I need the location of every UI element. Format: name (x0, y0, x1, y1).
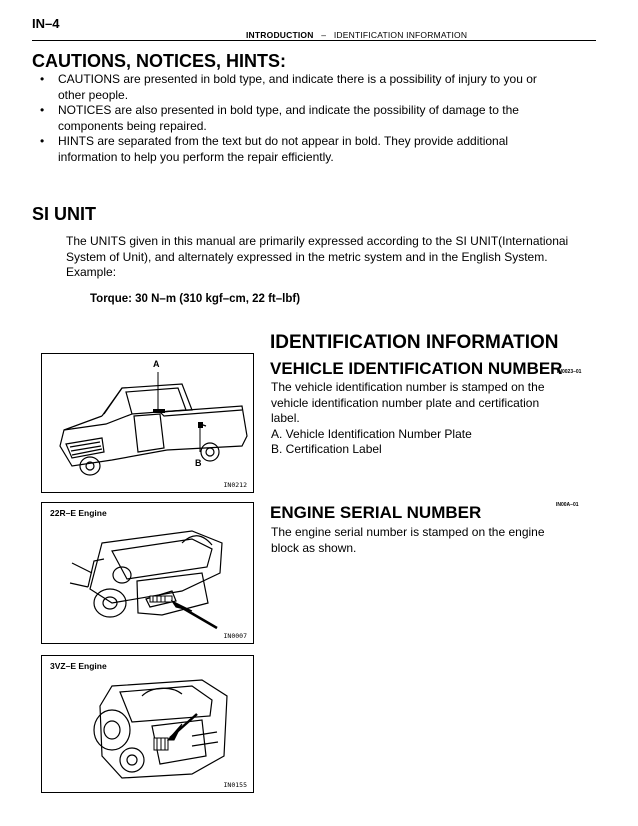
vin-body (271, 380, 571, 458)
engine-3vz-illustration (42, 656, 253, 792)
running-header (246, 30, 467, 40)
figure-code: IN0212 (223, 481, 247, 489)
header-section: INTRODUCTION (246, 30, 314, 40)
engine-serial-text: The engine serial number is stamped on the engine block as shown. (271, 525, 545, 555)
certification-label-marker (198, 422, 203, 428)
vin-code: IN0023–01 (557, 369, 582, 375)
si-unit-title: SI UNIT (32, 204, 97, 224)
bullet-text: CAUTIONS are presented in bold type, and indicate there is a possibility of injury to you or other people. (58, 72, 537, 102)
cautions-list (40, 72, 560, 165)
si-unit-text: The UNITS given in this manual are primarily expressed according to the SI UNIT(Internationai System of Unit), and alternately expressed in the metric system and in the English System. (66, 234, 569, 264)
engine-serial-title: ENGINE SERIAL NUMBER (270, 503, 482, 522)
si-unit-body (66, 234, 576, 281)
bullet-icon: • (40, 134, 45, 148)
callout-b: B (195, 458, 202, 468)
vin-text: The vehicle identification number is stamped on the vehicle identification number plate and certification label. (271, 380, 545, 425)
engine-3vz-figure (41, 655, 254, 793)
page-number: IN–4 (32, 16, 60, 31)
engine-22r-illustration (42, 503, 253, 643)
torque-example: Torque: 30 N–m (310 kgf–cm, 22 ft–lbf) (90, 293, 301, 305)
engine-22r-label: 22R–E Engine (50, 508, 107, 518)
vin-item-b: B. Certification Label (271, 442, 382, 456)
engine-code: IN00A–01 (556, 502, 579, 508)
bullet-icon: • (40, 72, 45, 86)
callout-a: A (153, 359, 160, 369)
bullet-text: NOTICES are also presented in bold type, and indicate the possibility of damage to the components being repaired. (58, 103, 519, 133)
engine-22r-figure (41, 502, 254, 644)
identification-title: IDENTIFICATION INFORMATION (270, 332, 559, 353)
figure-code: IN0007 (223, 632, 247, 640)
bullet-text: HINTS are separated from the text but do not appear in bold. They provide additional information to help you perform the repair efficiently. (58, 134, 509, 164)
truck-figure (41, 353, 254, 493)
si-unit-example-label: Example: (66, 265, 117, 279)
vin-item-a: A. Vehicle Identification Number Plate (271, 426, 472, 441)
bullet-icon: • (40, 103, 45, 117)
cautions-title: CAUTIONS, NOTICES, HINTS: (32, 51, 287, 71)
header-rule (32, 40, 596, 41)
header-separator: – (321, 30, 327, 40)
header-subsection: IDENTIFICATION INFORMATION (333, 30, 468, 40)
list-item (40, 103, 560, 134)
list-item (40, 72, 560, 103)
list-item (40, 134, 560, 165)
figure-code: IN0155 (223, 781, 247, 789)
truck-illustration (42, 354, 253, 492)
vin-title: VEHICLE IDENTIFICATION NUMBER (270, 359, 563, 378)
vin-plate-marker (153, 409, 165, 413)
engine-3vz-label: 3VZ–E Engine (50, 661, 107, 671)
